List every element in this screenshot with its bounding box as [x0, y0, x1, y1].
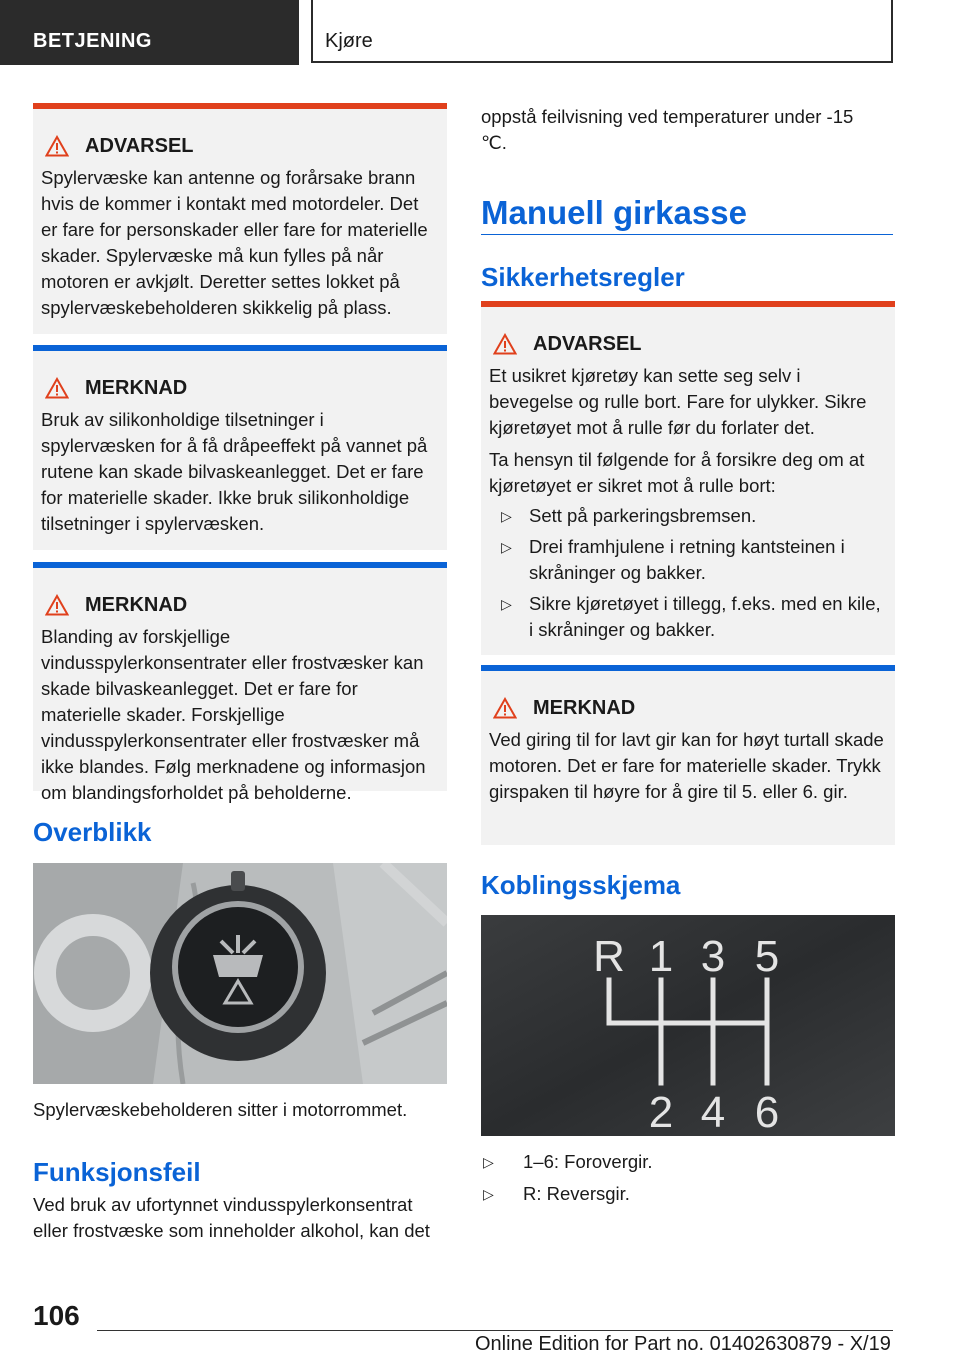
warning-text: Spylervæske kan antenne og forårsake brann hvis de kommer i kontakt med motordeler. Det er fare for personskader eller fare for materielle skader. Spylervæske må kun fylles på når motoren er avkjølt. Deretter settes lokket på spylervæskebeholderen skikkelig på plass.: [41, 167, 428, 318]
note-box-silicone: [33, 345, 447, 550]
list-item: ▷ 1–6: Forovergir.: [481, 1149, 653, 1175]
gear-label-2: 2: [648, 1088, 674, 1136]
warning-triangle-icon: [45, 135, 69, 157]
edition-text: Online Edition for Part no. 01402630879 - X/19: [475, 1333, 891, 1355]
safety-heading: Sikkerhetsregler: [481, 262, 685, 292]
warning-text-2: Ta hensyn til følgende for å forsikre deg om at kjøretøyet er sikret mot å rulle bort:: [489, 449, 865, 496]
note-box-mixing: [33, 562, 447, 803]
note-text: Bruk av silikonholdige tilsetninger i spylervæsken for å få dråpeeffekt på vannet på rutene kan skade bilvaskeanlegget. Det er fare for materielle skader. Ikke bruk silikonholdige tilsetninger i spylervæsken.: [41, 409, 428, 534]
note-label: MERKNAD: [85, 376, 188, 399]
title-rule: [481, 234, 893, 235]
warning-triangle-icon: [45, 594, 69, 616]
bullet-triangle-icon: ▷: [483, 1154, 494, 1170]
photo-caption: Spylervæskebeholderen sitter i motorrommet.: [33, 1099, 408, 1120]
gear-legend: [481, 1149, 653, 1213]
page-number: 106: [33, 1300, 80, 1331]
gear-label-5: 5: [754, 932, 780, 981]
gear-label-1: 1: [648, 932, 674, 981]
gear-label-4: 4: [700, 1088, 726, 1136]
bullet-triangle-icon: ▷: [501, 539, 512, 555]
chapter-label: Kjøre: [325, 30, 373, 52]
warning-box-fluid: [33, 103, 447, 334]
washer-reservoir-photo: [33, 863, 447, 1084]
gear-label-3: 3: [700, 932, 726, 981]
chapter-tab: [311, 0, 893, 63]
section-tab: [0, 0, 299, 65]
list-item: ▷ Sikre kjøretøyet i tillegg, f.eks. med en kile, i skråninger og bakker.: [489, 591, 887, 643]
list-item: ▷ Sett på parkeringsbremsen.: [489, 503, 887, 529]
list-item: ▷ Drei framhjulene i retning kantsteinen i skråninger og bakker.: [489, 534, 887, 586]
note-label: MERKNAD: [533, 696, 636, 719]
shift-pattern-diagram: [481, 915, 895, 1136]
gear-label-6: 6: [754, 1088, 780, 1136]
fault-text: Ved bruk av ufortynnet vindusspylerkonsentrat eller frostvæske som inneholder alkohol, kan det: [33, 1194, 430, 1241]
warning-triangle-icon: [45, 377, 69, 399]
precaution-list: [489, 503, 887, 643]
bullet-triangle-icon: ▷: [501, 596, 512, 612]
warning-triangle-icon: [493, 333, 517, 355]
continued-text: oppstå feilvisning ved temperaturer under -15 ℃.: [481, 106, 854, 153]
overview-heading: Overblikk: [33, 817, 152, 847]
footer-rule: [97, 1330, 893, 1331]
note-label: MERKNAD: [85, 593, 188, 616]
note-text: Blanding av forskjellige vindusspylerkonsentrater eller frostvæsker kan skade bilvaskeanlegget. Det er fare for materielle skader. Forskjellige vindusspylerkonsentrater eller frostvæsker må ikke blandes. Følg merknadene og informasjon om blandingsforholdet på beholderne.: [41, 626, 426, 803]
fault-heading: Funksjonsfeil: [33, 1157, 201, 1187]
warning-label: ADVARSEL: [85, 134, 194, 157]
bullet-triangle-icon: ▷: [483, 1186, 494, 1202]
section-title: Manuell girkasse: [481, 194, 747, 231]
warning-box-rolling: [481, 301, 895, 655]
note-box-rpm: [481, 665, 895, 845]
note-text: Ved giring til for lavt gir kan for høyt turtall skade motoren. Det er fare for materielle skader. Trykk girspaken til høyre for å gire til 5. eller 6. gir.: [489, 729, 884, 802]
bullet-triangle-icon: ▷: [501, 508, 512, 524]
warning-label: ADVARSEL: [533, 332, 642, 355]
section-label: BETJENING: [33, 30, 152, 52]
warning-triangle-icon: [493, 697, 517, 719]
warning-text: Et usikret kjøretøy kan sette seg selv i bevegelse og rulle bort. Fare for ulykker. Sikre kjøretøyet mot å rulle før du forlater det.: [489, 365, 867, 438]
shift-heading: Koblingsskjema: [481, 870, 681, 900]
list-item: ▷ R: Reversgir.: [481, 1181, 653, 1207]
gear-label-r: R: [593, 932, 625, 981]
